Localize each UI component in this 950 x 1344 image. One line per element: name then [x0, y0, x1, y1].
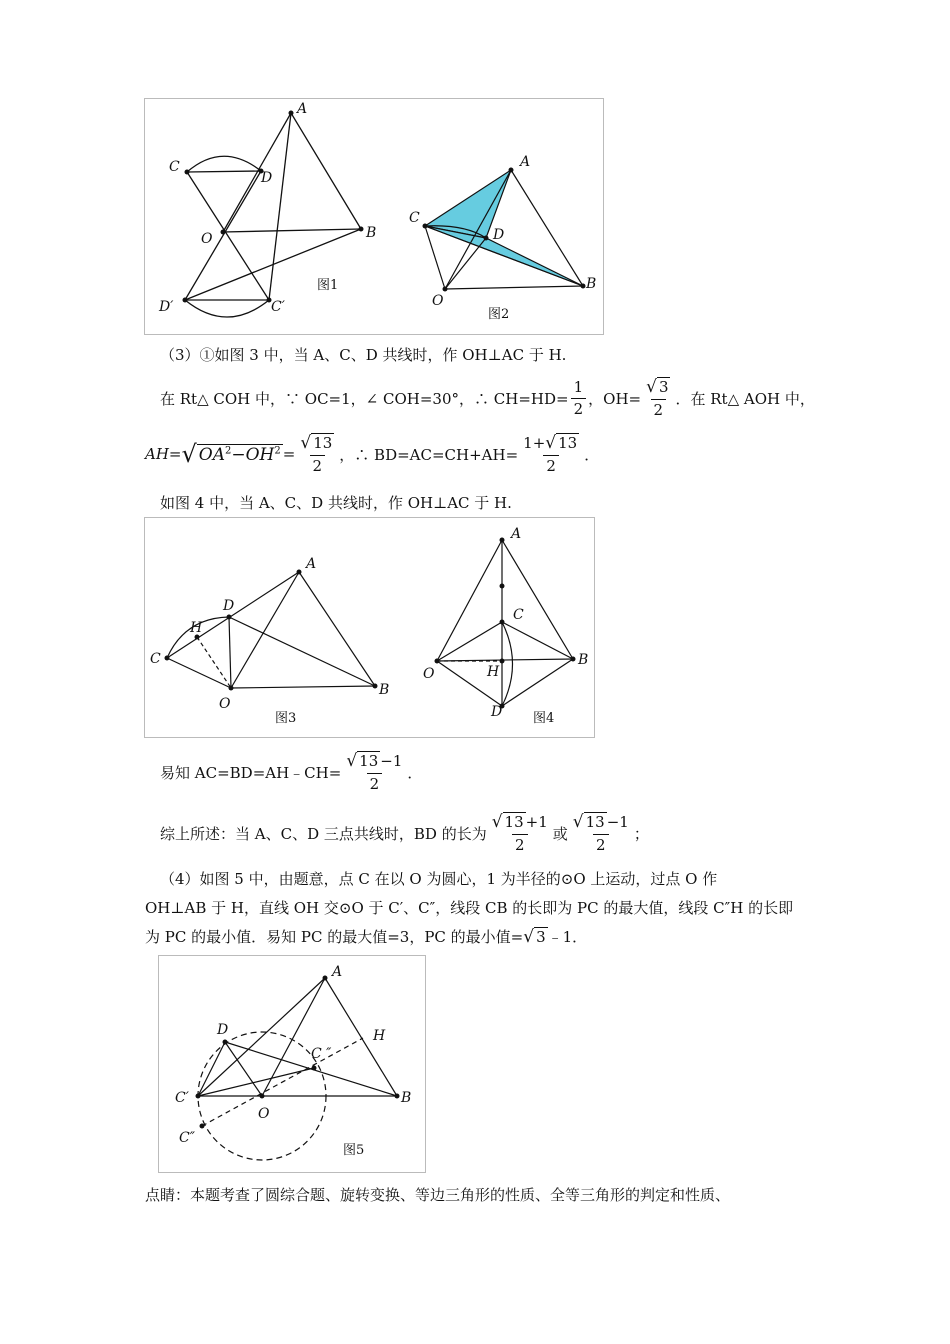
geometry-figure-5 [159, 956, 425, 1172]
part3-line6-c: ； [633, 824, 649, 843]
part3-line5-b: ． [407, 763, 423, 782]
fig5-label-o: O [258, 1106, 270, 1122]
part3-line3-g: ，∴ BD=AC=CH+AH= [339, 445, 519, 464]
part4-line1: （4）如图 5 中，由题意，点 C 在以 O 为圆心，1 为半径的⊙O 上运动，过点 O 作 [160, 870, 718, 888]
sqrt-arg: 13 [585, 812, 605, 831]
sqrt-body [197, 444, 283, 465]
fig5-label-a: A [332, 964, 343, 980]
fig5-label-c-double-prime-top: C ″ [311, 1046, 332, 1062]
fig3-label-b: B [379, 682, 390, 698]
part3-line4: 如图 4 中，当 A、C、D 共线时，作 OH⊥AC 于 H. [160, 494, 512, 512]
figure-5 [158, 955, 426, 1173]
frac-num: √ 13 [300, 432, 333, 453]
sqrt-symbol: √ [523, 926, 535, 947]
fig5-label-d: D [217, 1022, 229, 1038]
fig1-label-c-prime: C′ [271, 299, 285, 315]
fig5-label-h: H [373, 1028, 386, 1044]
fig2-label-a: A [520, 154, 531, 170]
frac-den: 2 [571, 398, 587, 417]
fig3-label-c: C [150, 651, 161, 667]
fig3-label-a: A [306, 556, 317, 572]
sqrt-arg: 3 [658, 377, 669, 396]
sqrt-symbol: √ [181, 440, 197, 468]
part3-line5 [160, 748, 422, 796]
oa-term: OA [198, 444, 225, 465]
part3-line2-a: 在 Rt△ COH 中，∵ OC=1，∠ COH=30°，∴ CH=HD= [160, 389, 569, 408]
comment-line: 点睛：本题考查了圆综合题、旋转变换、等边三角形的性质、全等三角形的判定和性质、 [145, 1186, 731, 1204]
equals: = [282, 445, 296, 463]
frac-den: 2 [543, 455, 559, 474]
fig3-label-o: O [219, 696, 231, 712]
frac-den: 2 [367, 773, 383, 792]
part3-line2-b: ，OH= [588, 389, 642, 408]
frac-num: √ 13 −1 [346, 750, 403, 771]
frac-num: 1 [573, 377, 584, 396]
minus-one: −1 [380, 751, 403, 770]
fraction-sqrt13-minus1-half [343, 750, 405, 793]
fig1-label-o: O [201, 231, 213, 247]
part3-line6-b: 或 [552, 824, 568, 843]
fig4-label-o: O [423, 666, 435, 682]
fraction-sqrt13-plus1-half [489, 811, 551, 854]
fig4-caption: 图4 [533, 711, 555, 726]
frac-num: √ 3 [646, 376, 669, 397]
sqrt-arg: 13 [558, 433, 578, 452]
fig5-caption: 图5 [343, 1143, 365, 1158]
minus-one: −1 [606, 812, 629, 831]
fig3-label-d: D [223, 598, 235, 614]
sqrt-arg: 13 [313, 433, 333, 452]
fig1-label-c: C [169, 159, 180, 175]
fig1-label-a: A [297, 101, 308, 117]
part3-line2 [160, 374, 815, 422]
part3-line3-h: ． [584, 445, 600, 464]
part4-line3-c: ﹣1． [547, 928, 588, 946]
frac-den: 2 [593, 834, 609, 853]
sqrt-arg: 3 [536, 928, 546, 946]
fig2-label-b: B [586, 276, 597, 292]
fig1-caption: 图1 [317, 278, 339, 293]
part3-line6 [160, 808, 649, 858]
fig4-label-h: H [487, 664, 500, 680]
fraction-sqrt13-half [297, 432, 337, 475]
sqrt-arg: 13 [359, 751, 379, 770]
fig2-label-o: O [432, 293, 444, 309]
fig1-label-b: B [366, 225, 377, 241]
part3-line6-a: 综上所述：当 A、C、D 三点共线时，BD 的长为 [160, 824, 487, 843]
fig2-caption: 图2 [488, 307, 510, 322]
sqrt-arg: 13 [504, 812, 524, 831]
one-plus: 1+ [523, 433, 546, 452]
fig3-label-h: H [190, 620, 203, 636]
fig2-label-c: C [409, 210, 420, 226]
part4-line3 [145, 926, 587, 947]
fig1-label-d-prime: D′ [159, 299, 174, 315]
part3-heading: （3）①如图 3 中，当 A、C、D 共线时，作 OH⊥AC 于 H. [160, 346, 567, 364]
frac-den: 2 [651, 399, 667, 418]
fig5-label-b: B [401, 1090, 412, 1106]
geometry-figure-1-2 [145, 99, 603, 334]
part3-line3-a: AH= [145, 445, 182, 463]
fig5-label-c-double-prime: C″ [179, 1130, 195, 1146]
exp: 2 [274, 444, 281, 456]
fig4-label-d: D [491, 704, 503, 720]
fraction-sqrt13-minus1-half-2 [570, 811, 632, 854]
fig1-label-d: D [261, 170, 273, 186]
frac-den: 2 [310, 455, 326, 474]
part4-line3-a: 为 PC 的最小值．易知 PC 的最大值=3，PC 的最小值= [145, 928, 524, 946]
part3-line3 [145, 430, 599, 478]
fig3-caption: 图3 [275, 711, 297, 726]
fig4-label-a: A [511, 526, 522, 542]
frac-den: 2 [512, 834, 528, 853]
geometry-figure-3-4 [145, 518, 594, 737]
fraction-1plus-sqrt13-half [520, 432, 582, 475]
frac-num: 1+√ 13 [523, 432, 578, 453]
fraction-sqrt3-half [643, 376, 673, 419]
fig4-label-c: C [513, 607, 524, 623]
part3-line2-c: ．在 Rt△ AOH 中， [675, 389, 815, 408]
fig4-label-b: B [578, 652, 589, 668]
frac-num: √ 13 +1 [491, 811, 548, 832]
part4-line2: OH⊥AB 于 H，直线 OH 交⊙O 于 C′、C″，线段 CB 的长即为 PC 的最大值，线段 C″H 的长即 [145, 899, 794, 917]
frac-num: √ 13 −1 [572, 811, 629, 832]
figure-3-4 [144, 517, 595, 738]
fig2-label-d: D [493, 227, 505, 243]
figure-1-2 [144, 98, 604, 335]
fig5-label-c-prime: C′ [175, 1090, 189, 1106]
oh-term: −OH [231, 444, 275, 465]
plus-one: +1 [525, 812, 548, 831]
fraction-one-half [571, 377, 587, 418]
exp: 2 [225, 444, 232, 456]
part3-line5-a: 易知 AC=BD=AH﹣CH= [160, 763, 342, 782]
